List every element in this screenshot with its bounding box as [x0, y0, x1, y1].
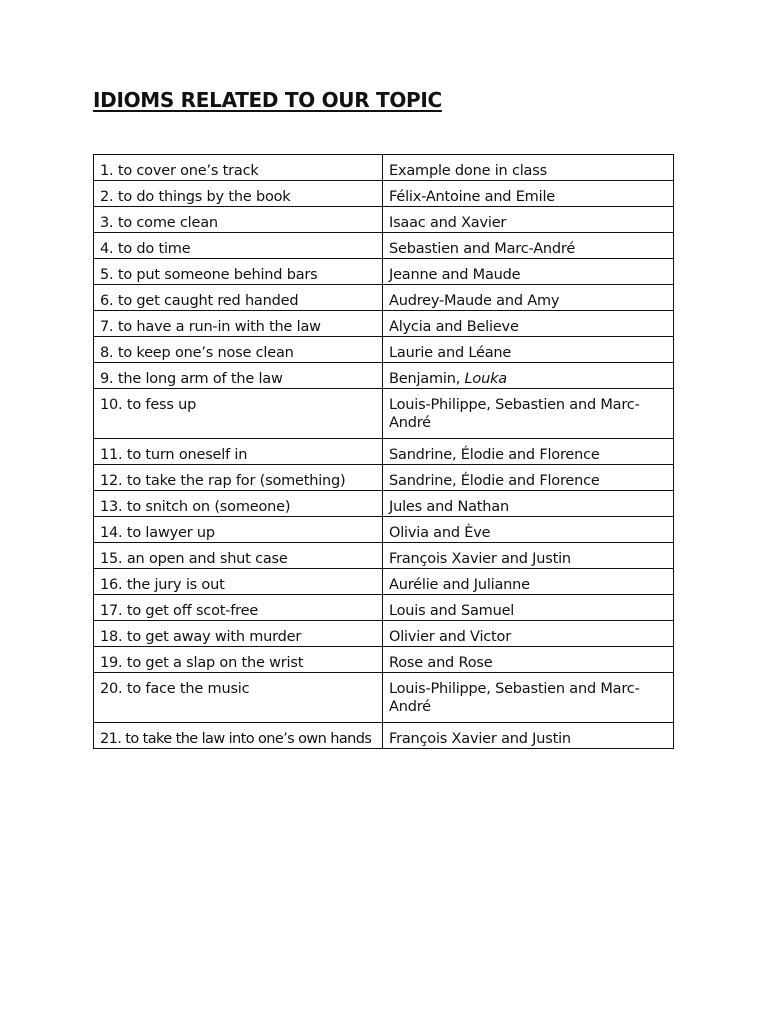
- table-row: [94, 181, 674, 207]
- table-row: [94, 595, 674, 621]
- idioms-table: [93, 154, 674, 749]
- idiom-cell: 18. to get away with murder: [94, 621, 383, 647]
- idiom-cell: 16. the jury is out: [94, 569, 383, 595]
- table-row: [94, 723, 674, 749]
- assignee-cell: Sandrine, Élodie and Florence: [383, 465, 674, 491]
- assignee-cell: Jeanne and Maude: [383, 259, 674, 285]
- assignee-cell: Rose and Rose: [383, 647, 674, 673]
- table-row: [94, 543, 674, 569]
- assignee-cell: Isaac and Xavier: [383, 207, 674, 233]
- idiom-cell: 4. to do time: [94, 233, 383, 259]
- idiom-cell: 11. to turn oneself in: [94, 439, 383, 465]
- table-row: [94, 491, 674, 517]
- assignee-cell: Audrey-Maude and Amy: [383, 285, 674, 311]
- idiom-cell: 10. to fess up: [94, 389, 383, 439]
- table-row: [94, 569, 674, 595]
- table-row: [94, 647, 674, 673]
- assignee-cell: Jules and Nathan: [383, 491, 674, 517]
- assignee-italic-text: Louka: [464, 371, 507, 387]
- table-row: [94, 389, 674, 439]
- table-row: [94, 259, 674, 285]
- idiom-cell: 3. to come clean: [94, 207, 383, 233]
- table-row: [94, 337, 674, 363]
- idiom-cell: 8. to keep one’s nose clean: [94, 337, 383, 363]
- idiom-cell: 15. an open and shut case: [94, 543, 383, 569]
- table-row: [94, 673, 674, 723]
- table-row: [94, 311, 674, 337]
- idiom-cell: 6. to get caught red handed: [94, 285, 383, 311]
- table-row: [94, 465, 674, 491]
- assignee-cell: [383, 363, 674, 389]
- assignee-cell: Olivia and Ève: [383, 517, 674, 543]
- assignee-cell: Louis-Philippe, Sebastien and Marc-André: [383, 673, 674, 723]
- table-row: [94, 363, 674, 389]
- idiom-cell: 5. to put someone behind bars: [94, 259, 383, 285]
- idioms-table-body: [94, 155, 674, 749]
- assignee-cell: Sandrine, Élodie and Florence: [383, 439, 674, 465]
- idiom-cell: 20. to face the music: [94, 673, 383, 723]
- table-row: [94, 233, 674, 259]
- idiom-cell: 2. to do things by the book: [94, 181, 383, 207]
- idiom-cell: 21. to take the law into one’s own hands: [94, 723, 383, 749]
- idiom-cell: 14. to lawyer up: [94, 517, 383, 543]
- page-title: IDIOMS RELATED TO OUR TOPIC: [93, 88, 442, 112]
- assignee-cell: François Xavier and Justin: [383, 543, 674, 569]
- assignee-cell: François Xavier and Justin: [383, 723, 674, 749]
- assignee-cell: Louis and Samuel: [383, 595, 674, 621]
- idiom-cell: 13. to snitch on (someone): [94, 491, 383, 517]
- table-row: [94, 621, 674, 647]
- idiom-cell: 7. to have a run-in with the law: [94, 311, 383, 337]
- idiom-cell: 1. to cover one’s track: [94, 155, 383, 181]
- assignee-cell: Example done in class: [383, 155, 674, 181]
- assignee-cell: Félix-Antoine and Emile: [383, 181, 674, 207]
- table-row: [94, 439, 674, 465]
- table-row: [94, 155, 674, 181]
- idiom-cell: 12. to take the rap for (something): [94, 465, 383, 491]
- idiom-cell: 19. to get a slap on the wrist: [94, 647, 383, 673]
- assignee-cell: Louis-Philippe, Sebastien and Marc-André: [383, 389, 674, 439]
- idiom-cell: 17. to get off scot-free: [94, 595, 383, 621]
- table-row: [94, 285, 674, 311]
- table-row: [94, 207, 674, 233]
- assignee-cell: Aurélie and Julianne: [383, 569, 674, 595]
- idiom-cell: 9. the long arm of the law: [94, 363, 383, 389]
- assignee-cell: Laurie and Léane: [383, 337, 674, 363]
- assignee-cell: Sebastien and Marc-André: [383, 233, 674, 259]
- assignee-cell: Olivier and Victor: [383, 621, 674, 647]
- assignee-text: Benjamin,: [389, 371, 461, 387]
- table-row: [94, 517, 674, 543]
- assignee-cell: Alycia and Believe: [383, 311, 674, 337]
